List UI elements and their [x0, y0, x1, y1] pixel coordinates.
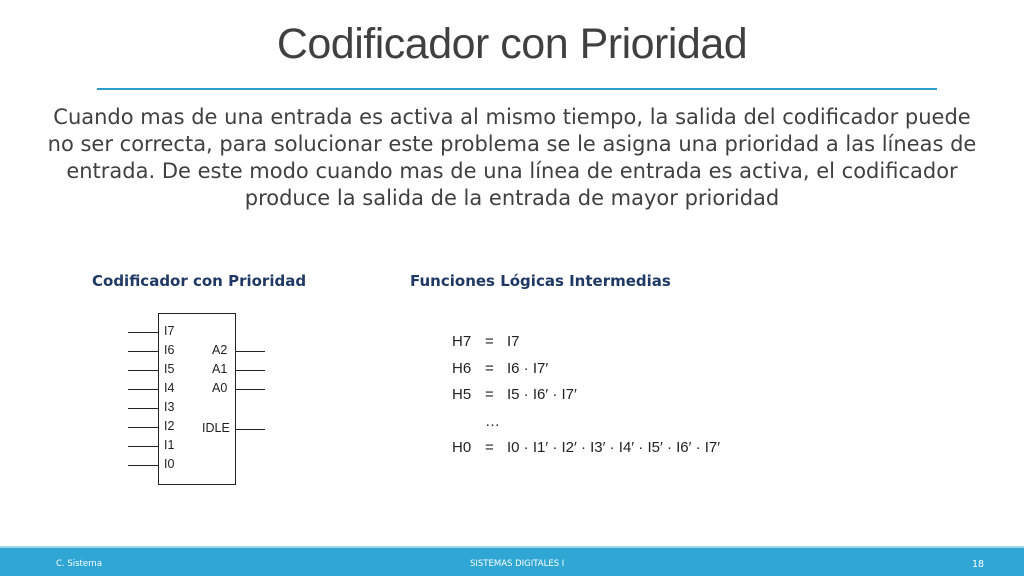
- input-label-i3: I3: [164, 400, 175, 414]
- equation-lhs: H6: [452, 360, 472, 377]
- equation-rhs: I7: [507, 333, 520, 350]
- body-paragraph: Cuando mas de una entrada es activa al mismo tiempo, la salida del codificador puede no ser correcta, para solucionar este problema se le asigna una prioridad a las líneas de entrada. De este modo cuando mas de una línea de entrada es activa, el codificador produce la salida de la entrada de mayor prioridad: [47, 105, 977, 210]
- output-label-a2: A2: [212, 343, 228, 357]
- equation-lhs: H0: [452, 439, 472, 456]
- input-wire-i7: [128, 332, 158, 333]
- equation-operator: =: [485, 386, 494, 403]
- output-label-a1: A1: [212, 362, 228, 376]
- input-wire-i3: [128, 408, 158, 409]
- equation-rhs: I0 · I1′ · I2′ · I3′ · I4′ · I5′ · I6′ · I7′: [507, 439, 721, 456]
- input-label-i2: I2: [164, 419, 175, 433]
- footer-course: SISTEMAS DIGITALES I: [470, 559, 565, 569]
- input-wire-i6: [128, 351, 158, 352]
- equation-rhs: I6 · I7′: [507, 360, 549, 377]
- input-label-i6: I6: [164, 343, 175, 357]
- output-wire-a1: [236, 370, 265, 371]
- input-label-i7: I7: [164, 324, 175, 338]
- input-wire-i0: [128, 465, 158, 466]
- input-label-i4: I4: [164, 381, 175, 395]
- output-wire-a2: [236, 351, 265, 352]
- input-label-i5: I5: [164, 362, 175, 376]
- title-underline: [97, 88, 937, 90]
- functions-caption: Funciones Lógicas Intermedias: [410, 272, 671, 290]
- equation-operator: =: [485, 333, 494, 350]
- output-label-a0: A0: [212, 381, 228, 395]
- output-wire-idle: [236, 429, 265, 430]
- equation-lhs: H7: [452, 333, 472, 350]
- output-label-idle: IDLE: [202, 421, 230, 435]
- equation-lhs: H5: [452, 386, 472, 403]
- equation-rhs: I5 · I6′ · I7′: [507, 386, 577, 403]
- equation-operator: =: [485, 439, 494, 456]
- input-wire-i1: [128, 446, 158, 447]
- input-wire-i2: [128, 427, 158, 428]
- input-wire-i5: [128, 370, 158, 371]
- encoder-caption: Codificador con Prioridad: [92, 272, 307, 290]
- footer-author: C. Sisterna: [56, 559, 103, 569]
- input-label-i0: I0: [164, 457, 175, 471]
- footer-page-number: 18: [972, 559, 985, 570]
- input-label-i1: I1: [164, 438, 175, 452]
- slide-title: Codificador con Prioridad: [276, 20, 748, 68]
- equation-operator: =: [485, 360, 494, 377]
- ellipsis-symbol: …: [485, 413, 500, 430]
- input-wire-i4: [128, 389, 158, 390]
- output-wire-a0: [236, 389, 265, 390]
